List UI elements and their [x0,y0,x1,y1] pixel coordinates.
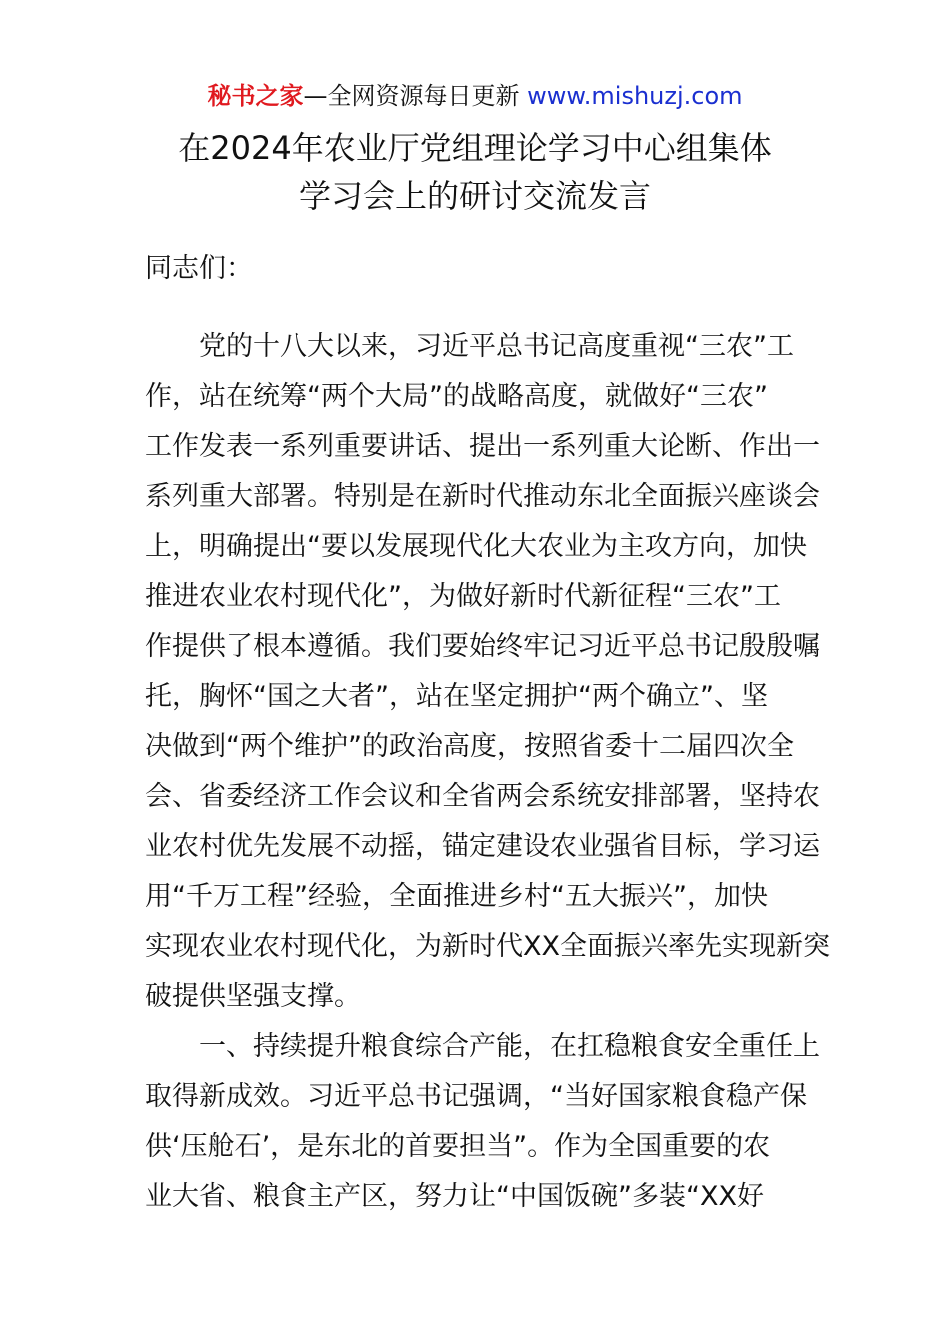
body-line: 取得新成效。习近平总书记强调，“当好国家粮食稳产保 [145,1081,807,1112]
body-line: 推进农业农村现代化”，为做好新时代新征程“三农”工 [145,581,781,612]
salutation: 同志们： [145,253,253,284]
body-line: 会、省委经济工作会议和全省两会系统安排部署，坚持农 [145,781,820,812]
brand-name: 秘书之家 [207,82,304,110]
body-line: 供‘压舱石’，是东北的首要担当”。作为全国重要的农 [145,1131,771,1162]
body-line: 工作发表一系列重要讲话、提出一系列重大论断、作出一 [145,431,820,462]
site-header [0,80,950,112]
document-title-line-1: 在2024年农业厅党组理论学习中心组集体 [178,129,772,167]
body-line: 党的十八大以来，习近平总书记高度重视“三农”工 [145,331,794,362]
brand-url-link[interactable]: www.mishuzj.com [527,82,743,110]
section-heading-line: 一、持续提升粮食综合产能，在扛稳粮食安全重任上 [145,1031,820,1062]
body-line: 上，明确提出“要以发展现代化大农业为主攻方向，加快 [145,531,807,562]
body-line: 作，站在统筹“两个大局”的战略高度，就做好“三农” [145,381,768,412]
body-line: 决做到“两个维护”的政治高度，按照省委十二届四次全 [145,731,794,762]
body-line: 业农村优先发展不动摇，锚定建设农业强省目标，学习运 [145,831,820,862]
document-title-line-2: 学习会上的研讨交流发言 [298,177,651,215]
body-line: 破提供坚强支撑。 [145,981,361,1012]
body-line: 系列重大部署。特别是在新时代推动东北全面振兴座谈会 [145,481,820,512]
body-line: 托，胸怀“国之大者”，站在坚定拥护“两个确立”、坚 [145,681,768,712]
body-line: 业大省、粮食主产区，努力让“中国饭碗”多装“XX好 [145,1181,764,1212]
brand-tagline: —全网资源每日更新 [303,82,520,110]
body-line: 用“千万工程”经验，全面推进乡村“五大振兴”，加快 [145,881,768,912]
body-line: 实现农业农村现代化，为新时代XX全面振兴率先实现新突 [145,931,830,962]
body-line: 作提供了根本遵循。我们要始终牢记习近平总书记殷殷嘱 [145,631,820,662]
